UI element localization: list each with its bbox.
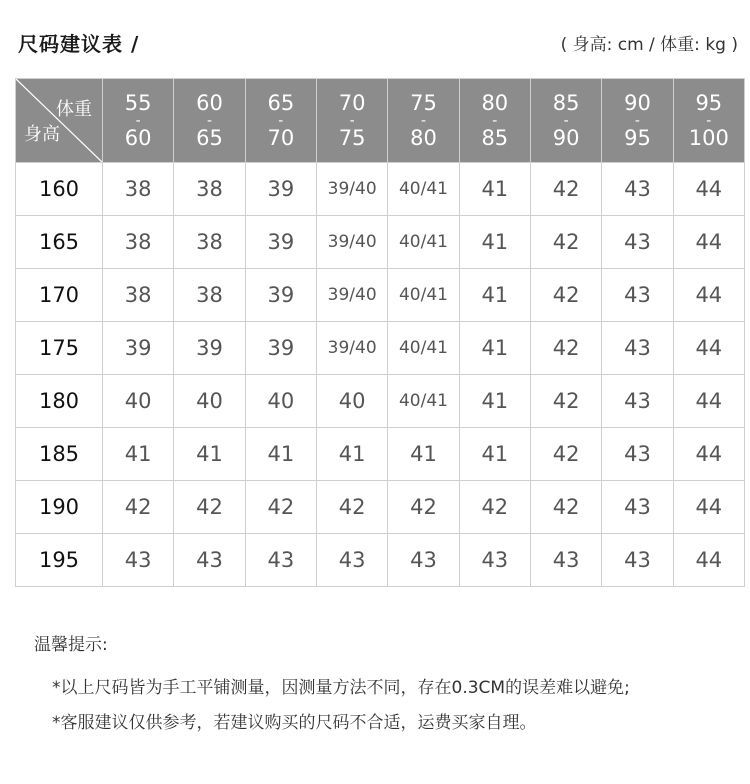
height-cell: 185 xyxy=(16,428,103,481)
weight-range-from: 80 xyxy=(481,90,509,115)
weight-range-header xyxy=(388,79,459,163)
size-cell: 43 xyxy=(459,534,530,587)
units-note: ( 身高: cm / 体重: kg ) xyxy=(560,35,738,55)
size-cell: 41 xyxy=(174,428,245,481)
table-row xyxy=(16,216,745,269)
weight-range-from: 95 xyxy=(695,90,723,115)
size-cell: 44 xyxy=(673,534,744,587)
size-cell: 40 xyxy=(174,375,245,428)
size-cell: 41 xyxy=(459,428,530,481)
size-cell: 38 xyxy=(174,163,245,216)
range-dash: - xyxy=(349,112,355,129)
size-cell: 44 xyxy=(673,216,744,269)
weight-range-to: 60 xyxy=(124,125,152,150)
range-dash: - xyxy=(135,112,141,129)
size-cell: 42 xyxy=(174,481,245,534)
weight-range-header xyxy=(316,79,387,163)
size-cell: 44 xyxy=(673,163,744,216)
size-cell: 40/41 xyxy=(388,269,459,322)
size-cell: 39/40 xyxy=(316,322,387,375)
weight-range-to: 95 xyxy=(624,125,651,150)
size-cell: 43 xyxy=(103,534,174,587)
weight-range-header xyxy=(174,79,245,163)
weight-range-from: 65 xyxy=(267,90,295,115)
size-cell: 42 xyxy=(245,481,316,534)
table-row xyxy=(16,481,745,534)
height-axis-label: 身高 xyxy=(24,124,60,145)
size-cell: 39/40 xyxy=(316,269,387,322)
size-chart-table xyxy=(15,78,745,587)
size-cell: 43 xyxy=(602,216,673,269)
table-body xyxy=(16,163,745,587)
range-dash: - xyxy=(634,112,640,129)
size-cell: 40 xyxy=(103,375,174,428)
weight-range-to: 70 xyxy=(267,125,295,150)
size-cell: 41 xyxy=(459,269,530,322)
size-cell: 40/41 xyxy=(388,322,459,375)
size-cell: 39/40 xyxy=(316,216,387,269)
table-row xyxy=(16,269,745,322)
table-row xyxy=(16,534,745,587)
size-cell: 42 xyxy=(530,163,601,216)
height-cell: 170 xyxy=(16,269,103,322)
size-cell: 38 xyxy=(174,269,245,322)
weight-range-header xyxy=(673,79,744,163)
size-cell: 40/41 xyxy=(388,163,459,216)
size-cell: 43 xyxy=(602,269,673,322)
size-cell: 43 xyxy=(602,163,673,216)
size-cell: 42 xyxy=(459,481,530,534)
weight-range-from: 55 xyxy=(124,90,152,115)
range-dash: - xyxy=(206,112,213,129)
page-title: 尺码建议表 / xyxy=(18,32,140,56)
range-dash: - xyxy=(420,112,426,129)
weight-range-header xyxy=(530,79,601,163)
weight-range-header xyxy=(602,79,673,163)
header xyxy=(0,0,750,78)
size-cell: 43 xyxy=(530,534,601,587)
size-cell: 41 xyxy=(316,428,387,481)
size-cell: 43 xyxy=(602,428,673,481)
range-dash: - xyxy=(563,112,569,129)
size-cell: 39 xyxy=(245,322,316,375)
weight-range-header xyxy=(245,79,316,163)
size-cell: 42 xyxy=(530,216,601,269)
size-cell: 44 xyxy=(673,481,744,534)
size-cell: 41 xyxy=(459,216,530,269)
weight-range-from: 70 xyxy=(338,90,366,115)
height-cell: 160 xyxy=(16,163,103,216)
size-cell: 43 xyxy=(316,534,387,587)
size-cell: 43 xyxy=(602,534,673,587)
corner-cell xyxy=(16,79,103,163)
size-cell: 39/40 xyxy=(316,163,387,216)
weight-range-to: 100 xyxy=(688,125,729,150)
size-cell: 44 xyxy=(673,375,744,428)
weight-range-from: 90 xyxy=(624,90,651,115)
header-row xyxy=(16,79,745,163)
size-cell: 39 xyxy=(245,216,316,269)
size-cell: 42 xyxy=(530,375,601,428)
size-cell: 41 xyxy=(459,322,530,375)
size-cell: 42 xyxy=(530,481,601,534)
size-cell: 42 xyxy=(530,322,601,375)
height-cell: 165 xyxy=(16,216,103,269)
size-cell: 44 xyxy=(673,269,744,322)
weight-range-from: 85 xyxy=(552,90,580,115)
size-cell: 43 xyxy=(174,534,245,587)
size-cell: 42 xyxy=(530,269,601,322)
size-cell: 40 xyxy=(245,375,316,428)
weight-range-to: 75 xyxy=(338,125,366,150)
size-cell: 43 xyxy=(245,534,316,587)
size-cell: 41 xyxy=(459,163,530,216)
height-cell: 195 xyxy=(16,534,103,587)
size-cell: 42 xyxy=(316,481,387,534)
size-cell: 43 xyxy=(602,481,673,534)
size-cell: 41 xyxy=(103,428,174,481)
size-cell: 38 xyxy=(103,269,174,322)
size-cell: 43 xyxy=(388,534,459,587)
weight-range-header xyxy=(103,79,174,163)
weight-range-from: 60 xyxy=(196,90,223,115)
size-cell: 43 xyxy=(602,322,673,375)
tip-line: *客服建议仅供参考，若建议购买的尺码不合适，运费买家自理。 xyxy=(52,713,537,733)
size-cell: 44 xyxy=(673,322,744,375)
size-cell: 42 xyxy=(530,428,601,481)
height-cell: 190 xyxy=(16,481,103,534)
weight-axis-label: 体重 xyxy=(56,99,92,120)
weight-range-to: 65 xyxy=(196,125,223,150)
size-cell: 39 xyxy=(245,163,316,216)
tips-title: 温馨提示: xyxy=(34,635,108,655)
weight-range-header xyxy=(459,79,530,163)
tip-line: *以上尺码皆为手工平铺测量，因测量方法不同，存在0.3CM的误差难以避免; xyxy=(52,678,630,698)
weight-range-to: 85 xyxy=(481,125,509,150)
table-row xyxy=(16,163,745,216)
size-cell: 38 xyxy=(103,216,174,269)
size-cell: 39 xyxy=(103,322,174,375)
size-cell: 40/41 xyxy=(388,216,459,269)
size-cell: 38 xyxy=(174,216,245,269)
range-dash: - xyxy=(278,112,284,129)
size-cell: 41 xyxy=(245,428,316,481)
size-cell: 44 xyxy=(673,428,744,481)
weight-range-to: 90 xyxy=(552,125,580,150)
size-cell: 40/41 xyxy=(388,375,459,428)
table-row xyxy=(16,428,745,481)
table-row xyxy=(16,322,745,375)
size-cell: 39 xyxy=(245,269,316,322)
size-cell: 39 xyxy=(174,322,245,375)
size-cell: 43 xyxy=(602,375,673,428)
height-cell: 175 xyxy=(16,322,103,375)
size-cell: 41 xyxy=(459,375,530,428)
weight-range-from: 75 xyxy=(410,90,437,115)
size-cell: 42 xyxy=(388,481,459,534)
weight-range-to: 80 xyxy=(410,125,437,150)
size-cell: 38 xyxy=(103,163,174,216)
size-cell: 42 xyxy=(103,481,174,534)
table-row xyxy=(16,375,745,428)
size-cell: 41 xyxy=(388,428,459,481)
size-cell: 40 xyxy=(316,375,387,428)
range-dash: - xyxy=(706,112,712,129)
height-cell: 180 xyxy=(16,375,103,428)
range-dash: - xyxy=(492,112,498,129)
